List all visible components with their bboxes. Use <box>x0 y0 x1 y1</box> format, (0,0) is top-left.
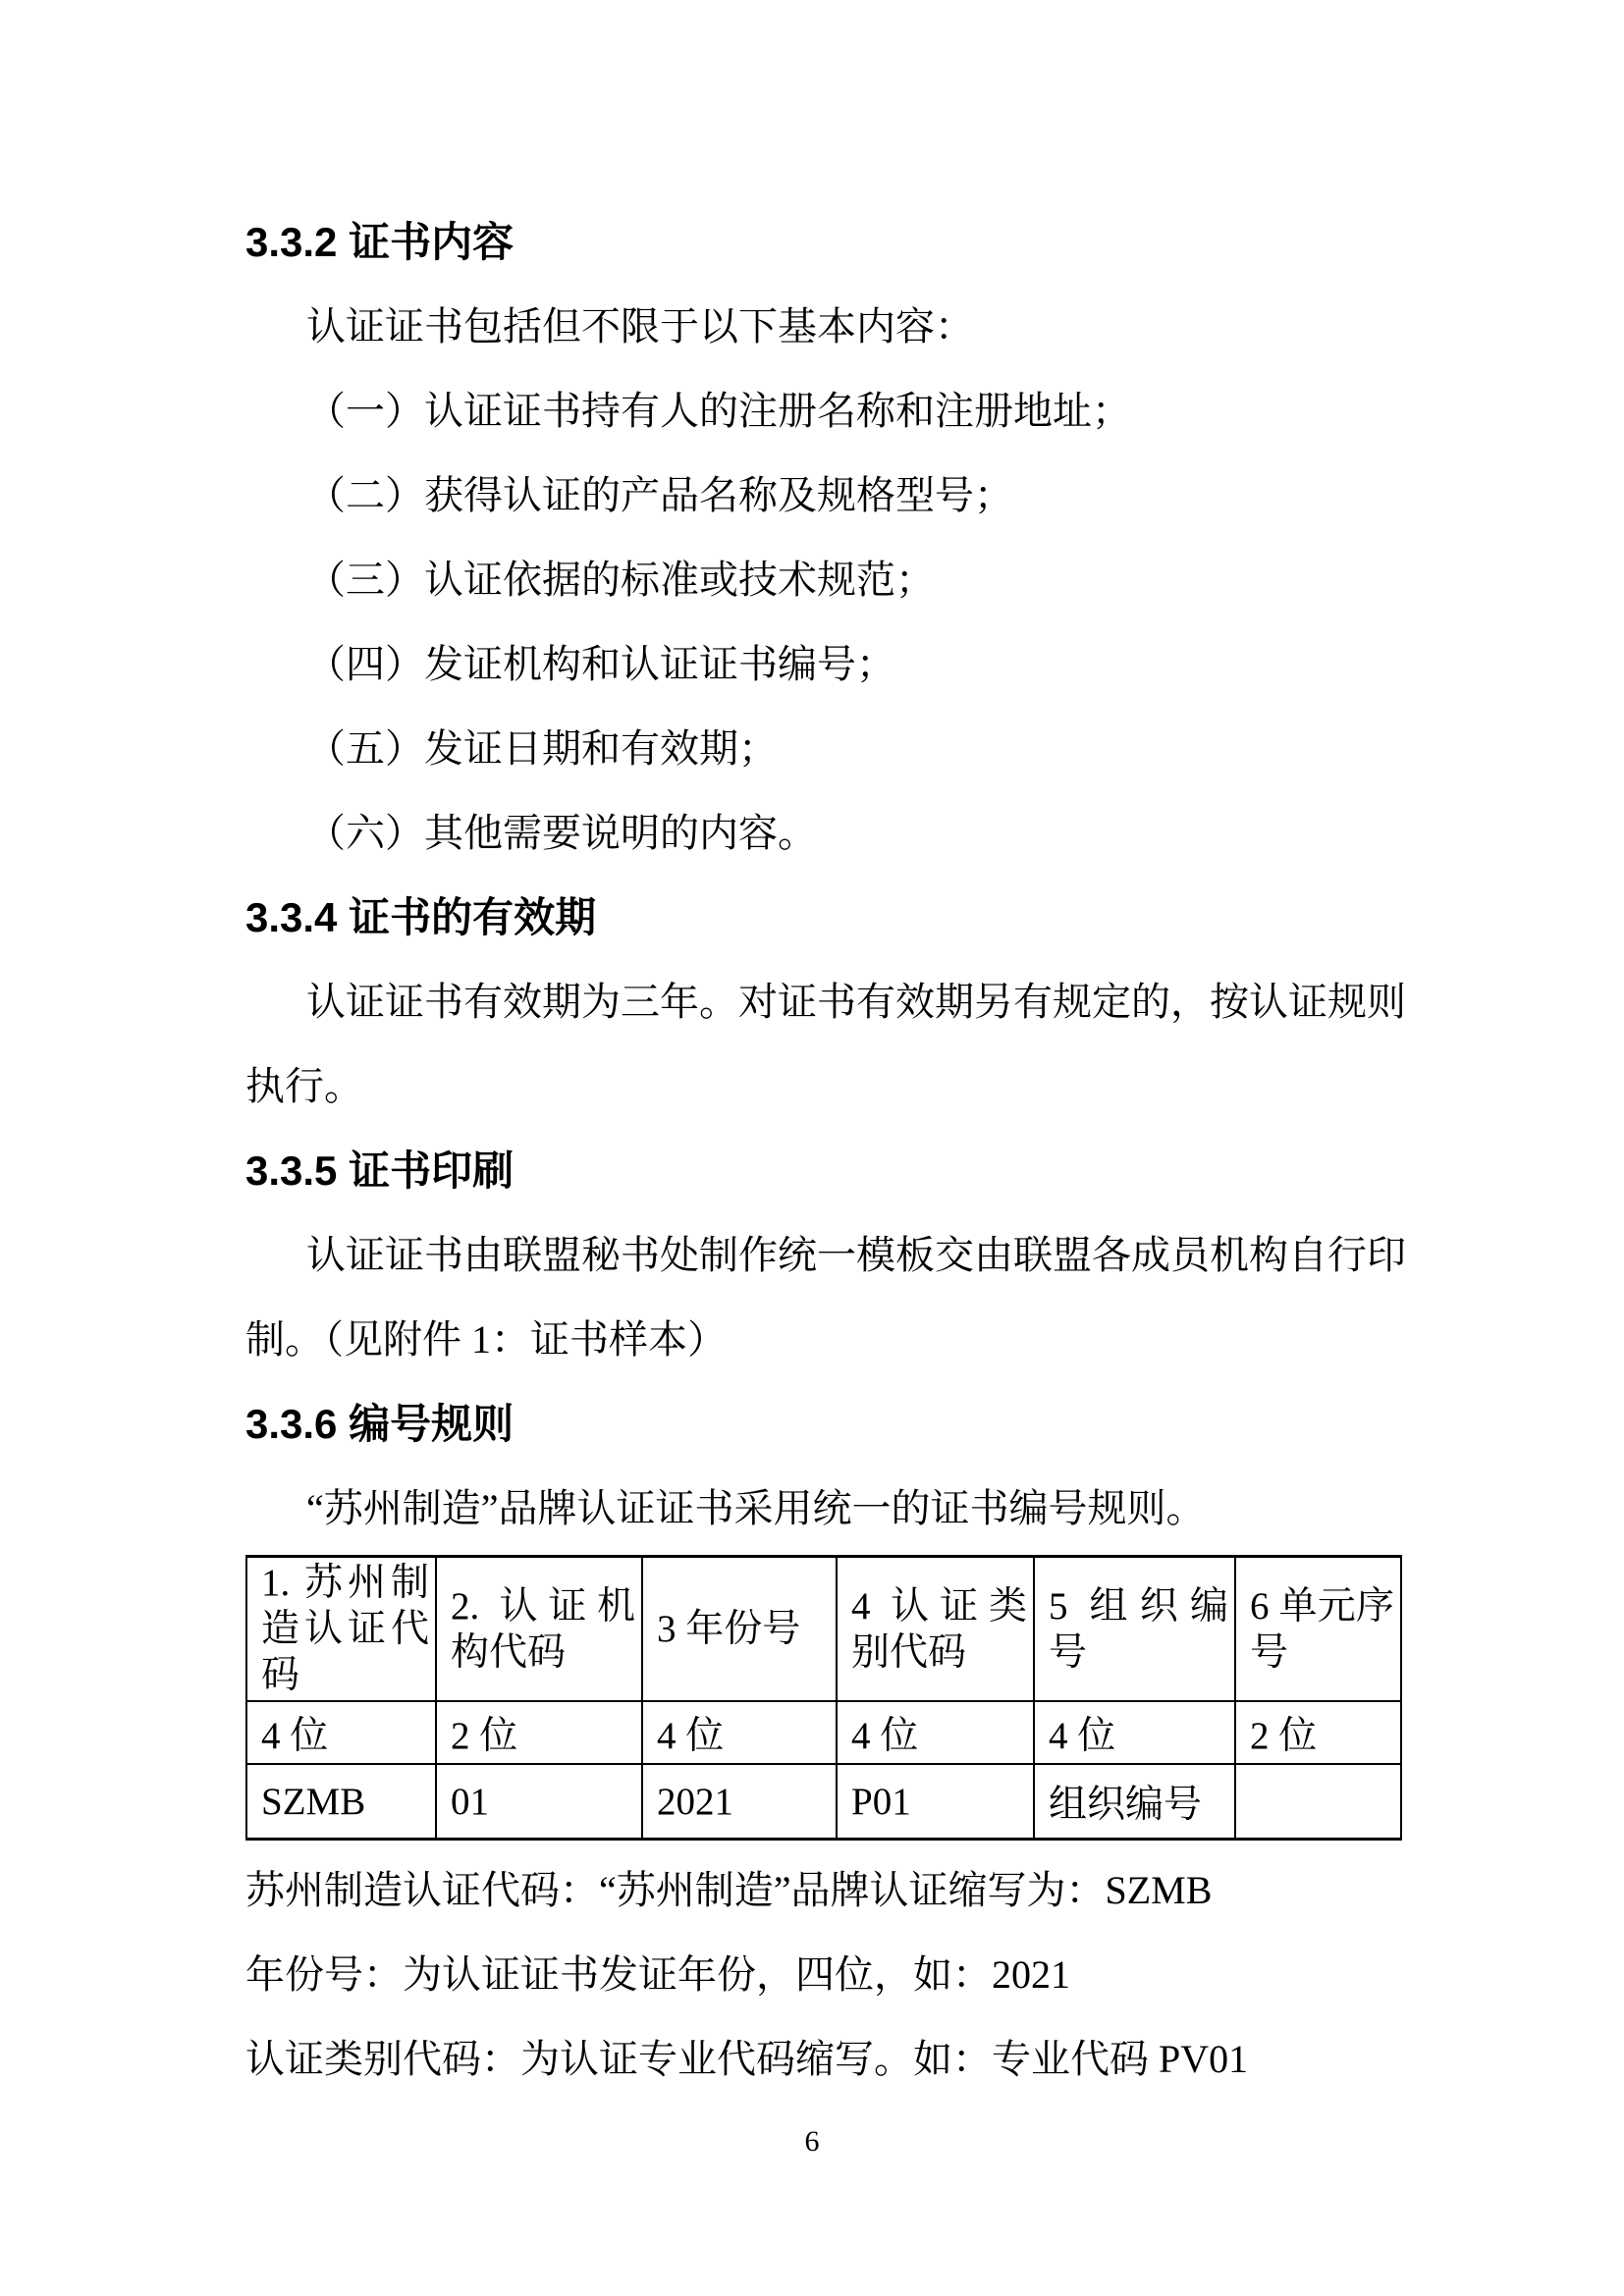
header-cell-szmb-code: 1. 苏州制造认证代码 <box>246 1557 436 1702</box>
table-example-row <box>246 1764 1401 1840</box>
heading-3-3-4: 3.3.4 证书的有效期 <box>245 894 597 940</box>
para-validity-line-1: 认证证书有效期为三年。对证书有效期另有规定的，按认证规则 <box>306 980 1406 1024</box>
length-cell-1: 4 位 <box>246 1701 436 1764</box>
header-cell-category-code: 4 认证类别代码 <box>837 1557 1034 1702</box>
length-cell-4: 4 位 <box>837 1701 1034 1764</box>
example-cell-2: 01 <box>436 1764 642 1840</box>
note-category-code: 认证类别代码：为认证专业代码缩写。如：专业代码 PV01 <box>245 2037 1249 2081</box>
para-certificate-content-intro: 认证证书包括但不限于以下基本内容： <box>306 304 974 348</box>
note-year-code: 年份号：为认证证书发证年份，四位，如：2021 <box>245 1952 1070 1997</box>
header-cell-year-code: 3 年份号 <box>642 1557 837 1702</box>
table-length-row <box>246 1701 1401 1764</box>
header-cell-agency-code: 2. 认证机构代码 <box>436 1557 642 1702</box>
note-szmb-code: 苏州制造认证代码：“苏州制造”品牌认证缩写为：SZMB <box>245 1868 1213 1912</box>
length-cell-6: 2 位 <box>1235 1701 1401 1764</box>
heading-3-3-5: 3.3.5 证书印刷 <box>245 1148 514 1194</box>
length-cell-2: 2 位 <box>436 1701 642 1764</box>
list-item-3: （三）认证依据的标准或技术规范； <box>306 558 935 602</box>
header-cell-unit-serial: 6 单元序号 <box>1235 1557 1401 1702</box>
example-cell-3: 2021 <box>642 1764 837 1840</box>
table-header-row <box>246 1557 1401 1702</box>
numbering-rule-notes <box>245 1848 1400 2102</box>
para-printing-line-1: 认证证书由联盟秘书处制作统一模板交由联盟各成员机构自行印 <box>306 1233 1406 1277</box>
heading-3-3-6: 3.3.6 编号规则 <box>245 1401 514 1447</box>
length-cell-5: 4 位 <box>1034 1701 1235 1764</box>
example-cell-6 <box>1235 1764 1401 1840</box>
list-item-2: （二）获得认证的产品名称及规格型号； <box>306 473 1013 517</box>
list-item-6: （六）其他需要说明的内容。 <box>306 811 817 855</box>
para-printing-line-2: 制。（见附件 1：证书样本） <box>245 1317 727 1362</box>
example-cell-1: SZMB <box>246 1764 436 1840</box>
example-cell-4: P01 <box>837 1764 1034 1840</box>
page-number: 6 <box>804 2125 820 2158</box>
document-content <box>245 200 1406 2102</box>
para-validity-line-2: 执行。 <box>245 1064 363 1108</box>
list-item-1: （一）认证证书持有人的注册名称和注册地址； <box>306 389 1131 433</box>
numbering-rule-table <box>245 1555 1402 1841</box>
length-cell-3: 4 位 <box>642 1701 837 1764</box>
list-item-4: （四）发证机构和认证证书编号； <box>306 642 895 686</box>
list-item-5: （五）发证日期和有效期； <box>306 726 778 771</box>
example-cell-5: 组织编号 <box>1034 1764 1235 1840</box>
para-numbering-rule-intro: “苏州制造”品牌认证证书采用统一的证书编号规则。 <box>306 1486 1206 1530</box>
heading-3-3-2: 3.3.2 证书内容 <box>245 219 514 265</box>
header-cell-org-number: 5 组织编号 <box>1034 1557 1235 1702</box>
